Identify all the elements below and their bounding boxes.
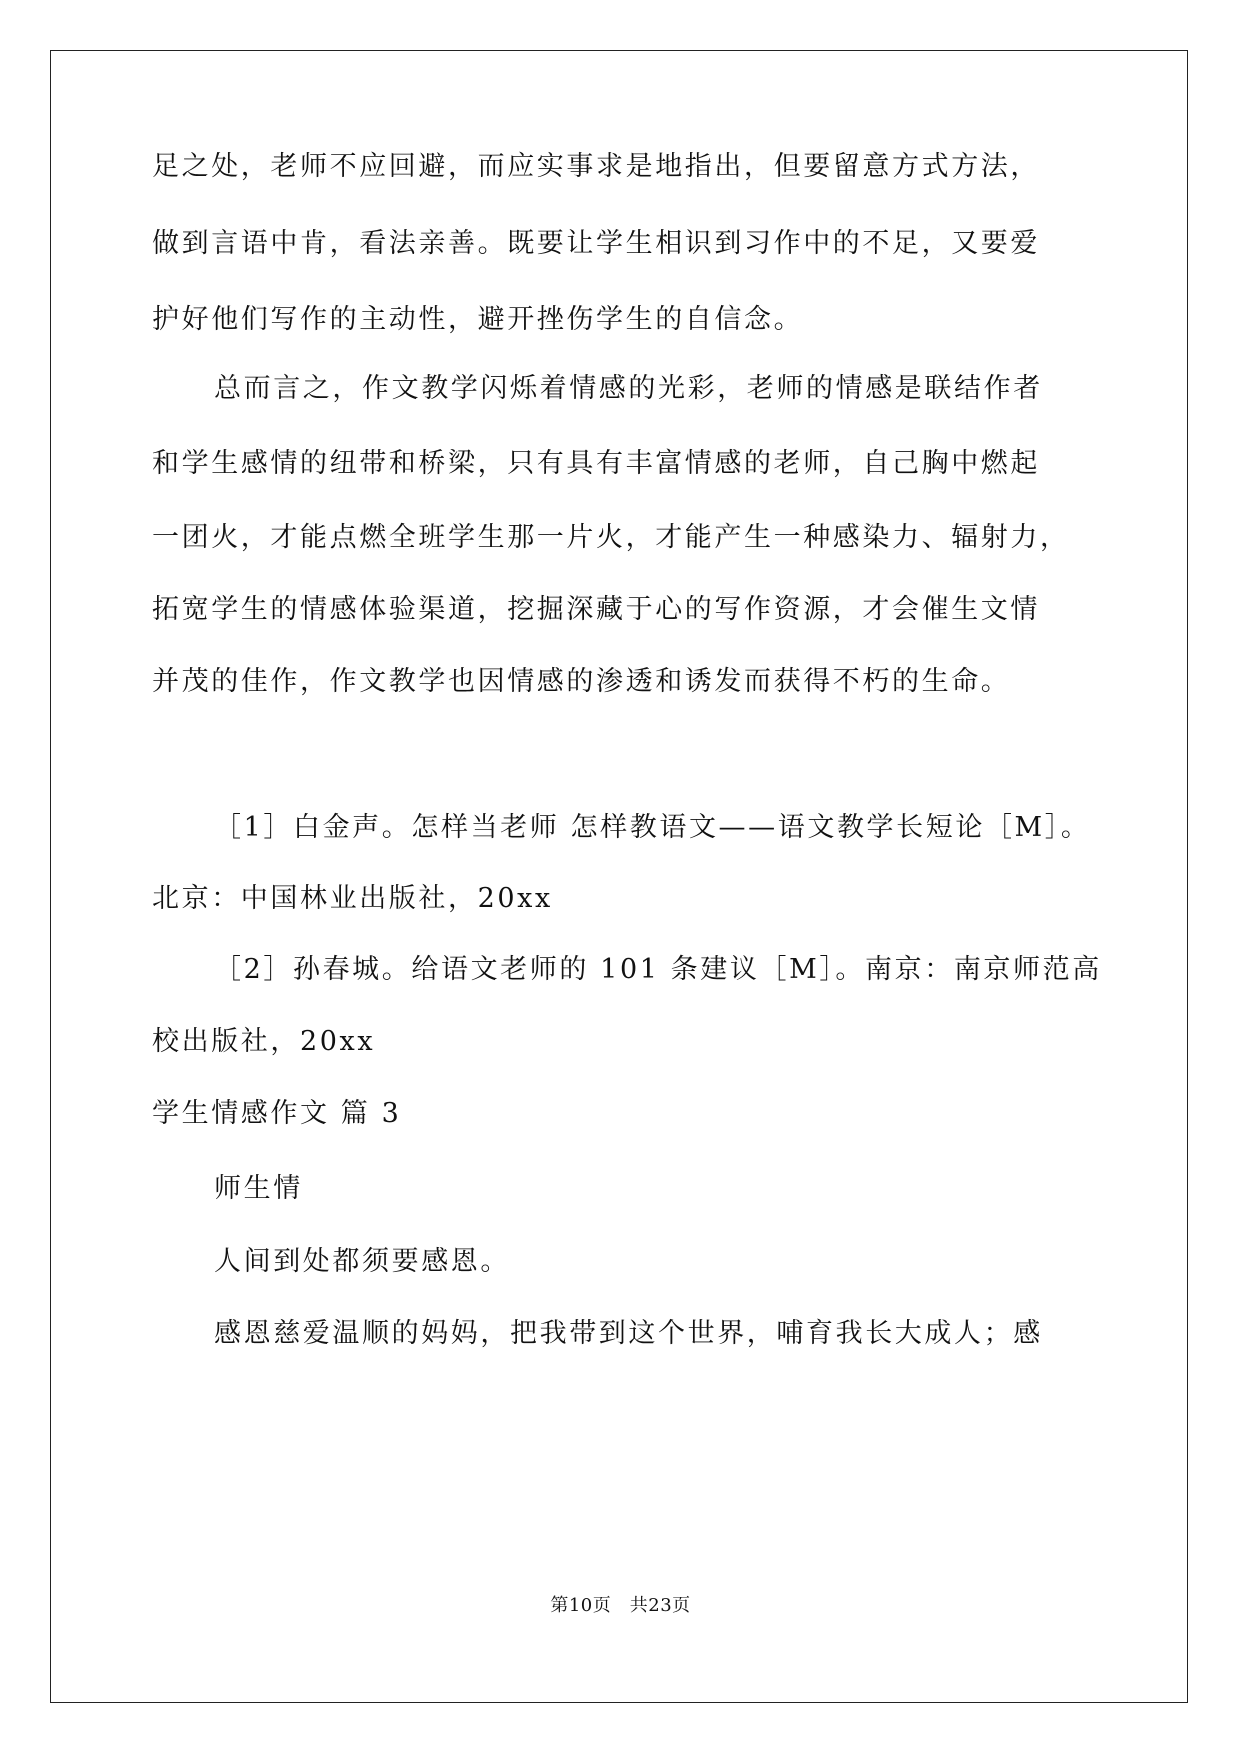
body-text-line: 感恩慈爱温顺的妈妈，把我带到这个世界，哺育我长大成人；感 [214,1318,1043,1349]
reference-1-continued: 北京：中国林业出版社，20xx [152,883,553,914]
reference-2-continued: 校出版社，20xx [152,1026,376,1057]
body-text-line: 做到言语中肯，看法亲善。既要让学生相识到习作中的不足，又要爱 [152,228,1040,259]
paragraph-start-line: 总而言之，作文教学闪烁着情感的光彩，老师的情感是联结作者 [214,373,1043,404]
reference-2: ［2］孙春城。给语文老师的 101 条建议［M］。南京：南京师范高 [214,954,1102,985]
body-text-line: 人间到处都须要感恩。 [214,1246,510,1277]
reference-1: ［1］白金声。怎样当老师 怎样教语文——语文教学长短论［M］。 [214,812,1091,843]
body-text-line: 拓宽学生的情感体验渠道，挖掘深藏于心的写作资源，才会催生文情 [152,594,1040,625]
page-number-footer: 第10页 共23页 [550,1595,691,1616]
section-heading: 学生情感作文 篇 3 [152,1098,402,1129]
body-text-line: 足之处，老师不应回避，而应实事求是地指出，但要留意方式方法， [152,151,1040,182]
body-text-line: 和学生感情的纽带和桥梁，只有具有丰富情感的老师，自己胸中燃起 [152,448,1040,479]
body-text-line: 护好他们写作的主动性，避开挫伤学生的自信念。 [152,304,804,335]
page-border [50,50,1188,1703]
essay-title: 师生情 [214,1173,303,1204]
body-text-line: 一团火，才能点燃全班学生那一片火，才能产生一种感染力、辐射力， [152,522,1070,553]
body-text-line: 并茂的佳作，作文教学也因情感的渗透和诱发而获得不朽的生命。 [152,666,1011,697]
